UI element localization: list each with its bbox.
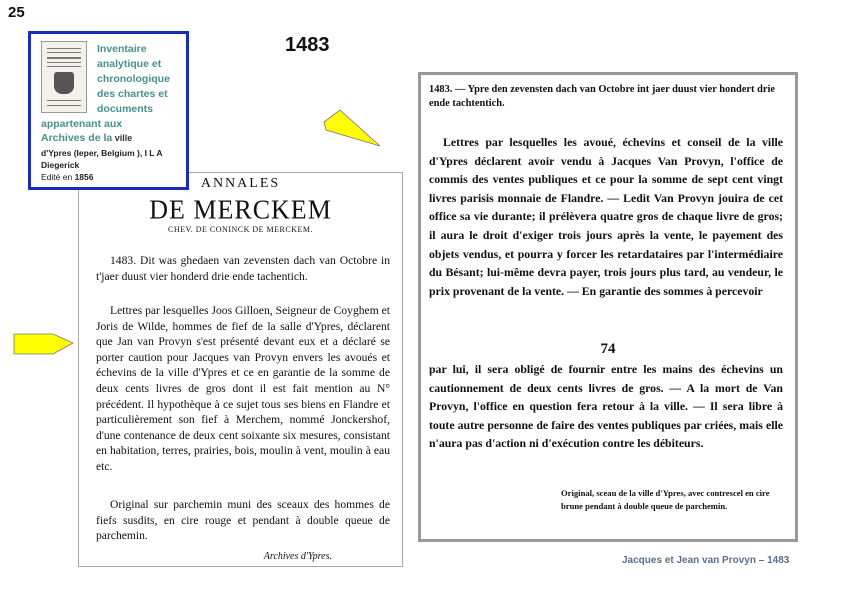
arrow-icon-upper xyxy=(322,108,382,150)
arrow-icon-left xyxy=(13,330,75,358)
book-edited xyxy=(41,172,93,182)
left-paragraph-1: 1483. Dit was ghedaen van zevensten dach van Octobre in t'jaer duust vier honderd drie ende tachentich. xyxy=(96,254,390,283)
right-heading: 1483. — Ypre den zevensten dach van Octobre int jaer duust vier hondert drie ende tachtentich. xyxy=(429,84,775,109)
annales-header: ANNALES xyxy=(200,176,281,191)
page-number: 25 xyxy=(8,4,25,21)
year-title: 1483 xyxy=(285,34,330,56)
book-cover-icon xyxy=(41,41,87,113)
left-paragraph-2: Lettres par lesquelles Joos Gilloen, Seigneur de Coyghem et Joris de Wilde, hommes de fief de la salle d'Ypres, déclarent que Jan van Provyn s'est présenté devant eux et a déclaré se porter caution pour Jacques van Provyn envers les avoués et échevins de la ville d'Ypres et ce en garantie de la somme de deux cents livres de gros dont il est fait mention au N° précédent. Il hypothèque à ce sujet tous ses biens en Flandre et particulièrement son fief à Merchem, nommé Jonckershof, d'une contenance de deux cent soixante six mesures, consistant en habitation, terres, prairies, bois, moulin à vent, moulin à eau etc. xyxy=(96,304,390,473)
chev-subheader: CHEV. DE CONINCK DE MERCKEM. xyxy=(168,225,313,234)
book-title-continued xyxy=(41,117,186,145)
book-card xyxy=(28,31,189,190)
merckem-header: DE MERCKEM xyxy=(149,194,332,225)
archives-signature: Archives d'Ypres. xyxy=(263,551,332,562)
book-author: Diegerick xyxy=(41,160,80,170)
book-title-line: des chartes et xyxy=(97,88,168,100)
right-paragraph-2: par lui, il sera obligé de fournir entre les mains des échevins un cautionnement de deux cents livres de gros. — A la mort de Van Provyn, l'office en question fera retour à la ville. — Il sera libre à toute autre personne de faire des ventes publiques par criées, mais elle n'aura pas d'action ni d'exécution contre les débiteurs. xyxy=(429,362,783,451)
book-title-cont-2: Archives de la xyxy=(41,132,113,144)
inventaire-scan xyxy=(418,72,798,542)
left-paragraph-3: Original sur parchemin muni des sceaux des hommes de fiefs susdits, en cire rouge et pendant à double queue de parchemin. xyxy=(96,498,390,543)
annales-merckem-scan xyxy=(78,172,403,567)
right-footnote: Original, sceau de la ville d'Ypres, avec contrescel en cire brune pendant à double queue de parchemin. xyxy=(561,488,770,511)
book-title-cont-2b: ville xyxy=(112,133,133,143)
caption: Jacques et Jean van Provyn – 1483 xyxy=(622,555,790,566)
book-title-cont-1: appartenant aux xyxy=(41,118,123,130)
right-paragraph-1: Lettres par lesquelles les avoué, échevins et conseil de la ville d'Ypres déclarent avoir vendu à Jacques Van Provyn, l'office de commis des ventes publiques et ce pour la somme de sept cent vingt livres parisis monnaie de Flandre. — Ledit Van Provyn jouira de cet office sa vie durante; il prélèvera quatre gros de chaque livre de gros; il aura le droit d'exiger trois jours après la vente, le payement des objets vendus, et pourra y forcer les retardataires par l'intermédiaire du Bésant; lui-même devra payer, trois jours plus tard, au vendeur, le prix provenant de la vente. — En garantie des sommes à percevoir xyxy=(429,135,783,298)
book-title-line: documents xyxy=(97,103,154,115)
book-title-line: chronologique xyxy=(97,73,170,85)
edited-year: 1856 xyxy=(74,172,94,182)
book-title-line: Inventaire xyxy=(97,43,147,55)
right-page-number: 74 xyxy=(600,341,616,357)
edited-prefix: Edité en xyxy=(41,172,75,182)
book-title-lead xyxy=(97,42,185,117)
book-title-line: analytique et xyxy=(97,58,162,70)
book-place: d'Ypres (Ieper, Belgium ), I L A xyxy=(41,148,163,158)
